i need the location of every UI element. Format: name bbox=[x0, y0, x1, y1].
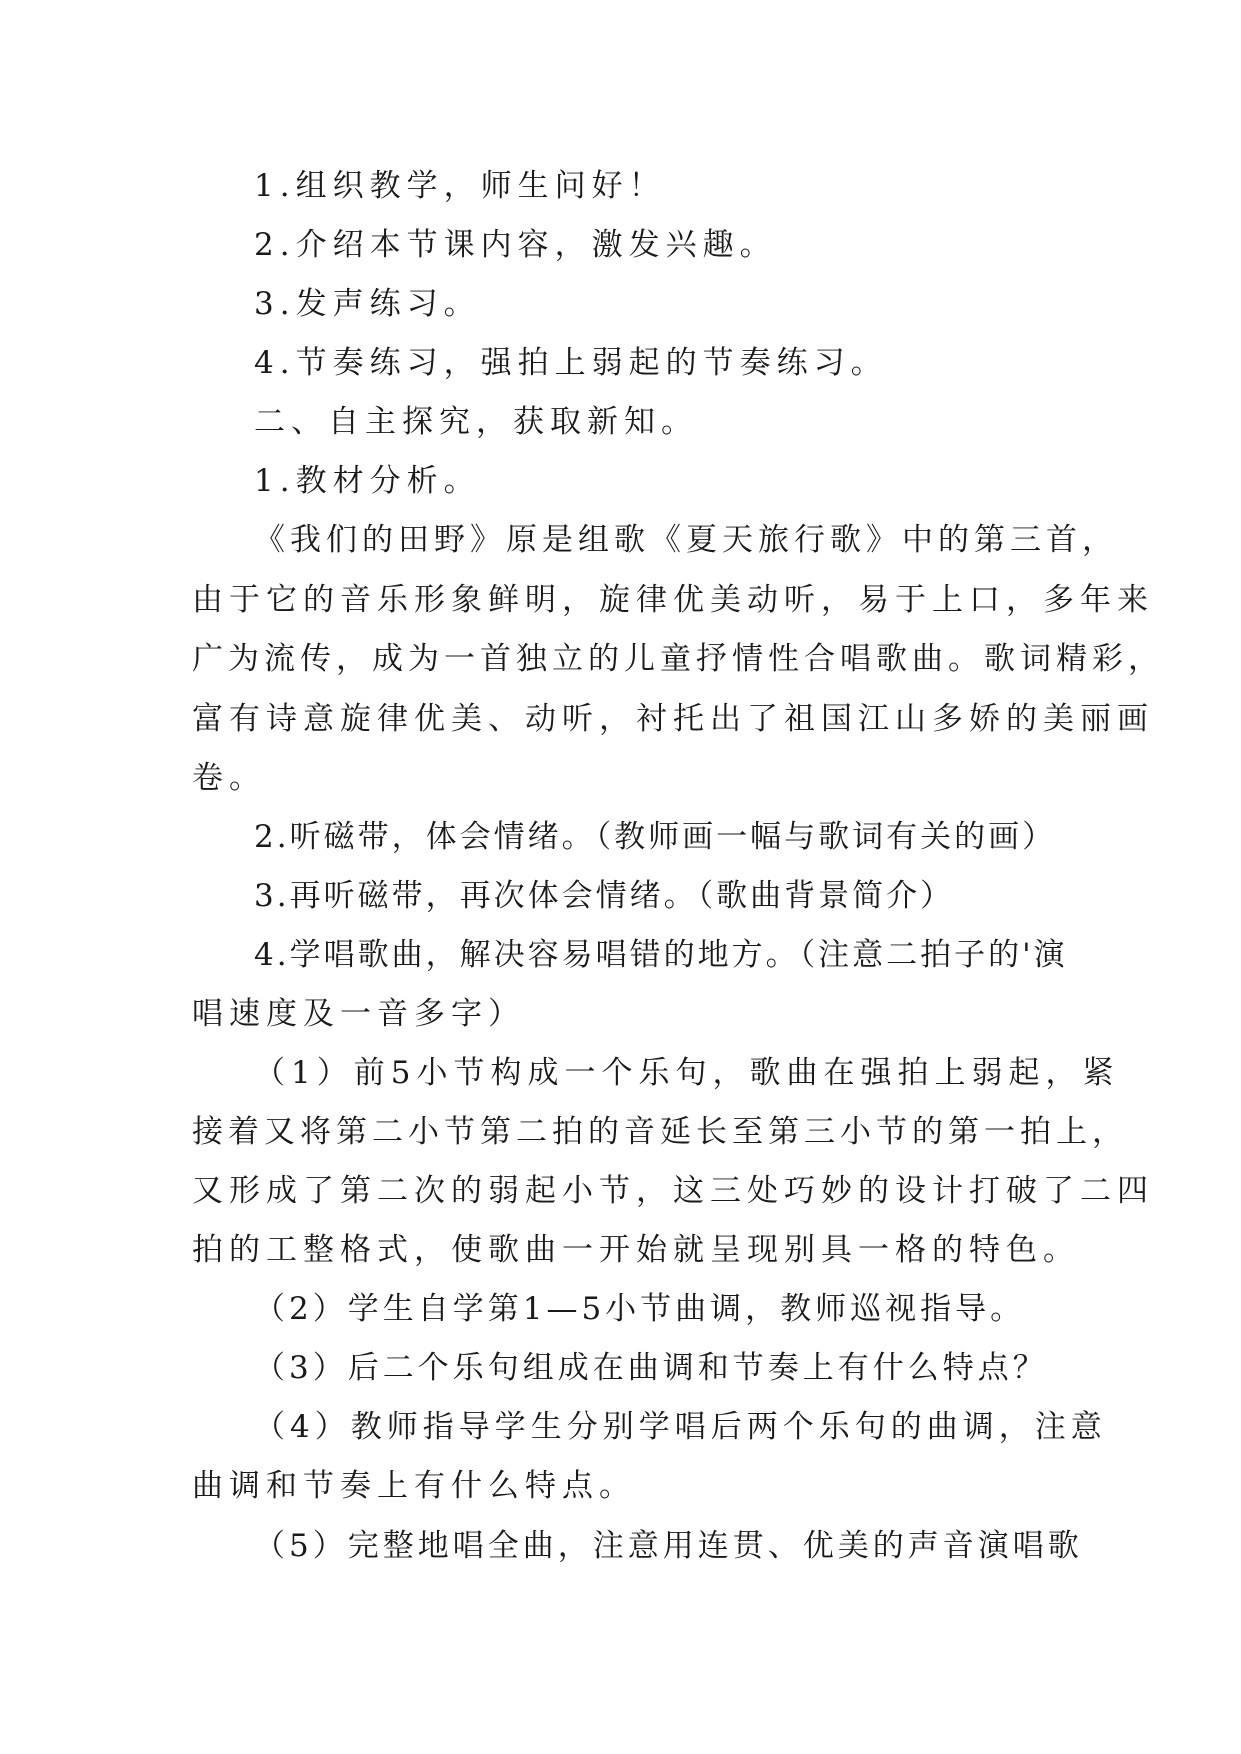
text-line-3: 3.发声练习。 bbox=[254, 286, 481, 322]
text-line-13: 3.再听磁带，再次体会情绪。（歌曲背景简介） bbox=[254, 878, 955, 914]
text-line-14: 4.学唱歌曲，解决容易唱错的地方。（注意二拍子的'演 bbox=[254, 937, 1068, 973]
text-line-18: 又形成了第二次的弱起小节，这三处巧妙的设计打破了二四 bbox=[192, 1173, 1154, 1209]
text-line-16: （1）前5小节构成一个乐句，歌曲在强拍上弱起，紧 bbox=[254, 1055, 1120, 1091]
text-line-9: 广为流传，成为一首独立的儿童抒情性合唱歌曲。歌词精彩， bbox=[192, 641, 1164, 677]
text-line-2: 2.介绍本节课内容，激发兴趣。 bbox=[254, 227, 777, 263]
text-line-6: 1.教材分析。 bbox=[254, 463, 481, 499]
text-line-12: 2.听磁带，体会情绪。（教师画一幅与歌词有关的画） bbox=[254, 819, 1057, 855]
section-heading: 二、自主探究，获取新知。 bbox=[254, 404, 698, 440]
text-line-19: 拍的工整格式，使歌曲一开始就呈现别具一格的特色。 bbox=[192, 1232, 1080, 1268]
text-line-4: 4.节奏练习，强拍上弱起的节奏练习。 bbox=[254, 345, 888, 381]
text-line-15: 唱速度及一音多字） bbox=[192, 996, 525, 1032]
text-line-7: 《我们的田野》原是组歌《夏天旅行歌》中的第三首， bbox=[254, 522, 1118, 558]
text-line-8: 由于它的音乐形象鲜明，旋律优美动听，易于上口，多年来 bbox=[192, 582, 1154, 618]
text-line-10: 富有诗意旋律优美、动听，衬托出了祖国江山多娇的美丽画 bbox=[192, 701, 1154, 737]
text-line-21: （3）后二个乐句组成在曲调和节奏上有什么特点？ bbox=[254, 1350, 1048, 1386]
text-line-20: （2）学生自学第1—5小节曲调，教师巡视指导。 bbox=[254, 1291, 1026, 1327]
text-line-24: （5）完整地唱全曲，注意用连贯、优美的声音演唱歌 bbox=[254, 1528, 1083, 1564]
text-line-1: 1.组织教学，师生问好！ bbox=[254, 168, 666, 204]
text-line-11: 卷。 bbox=[192, 760, 266, 796]
text-line-22: （4）教师指导学生分别学唱后两个乐句的曲调，注意 bbox=[254, 1409, 1107, 1445]
text-line-17: 接着又将第二小节第二拍的音延长至第三小节的第一拍上， bbox=[192, 1114, 1128, 1150]
text-line-23: 曲调和节奏上有什么特点。 bbox=[192, 1468, 636, 1504]
